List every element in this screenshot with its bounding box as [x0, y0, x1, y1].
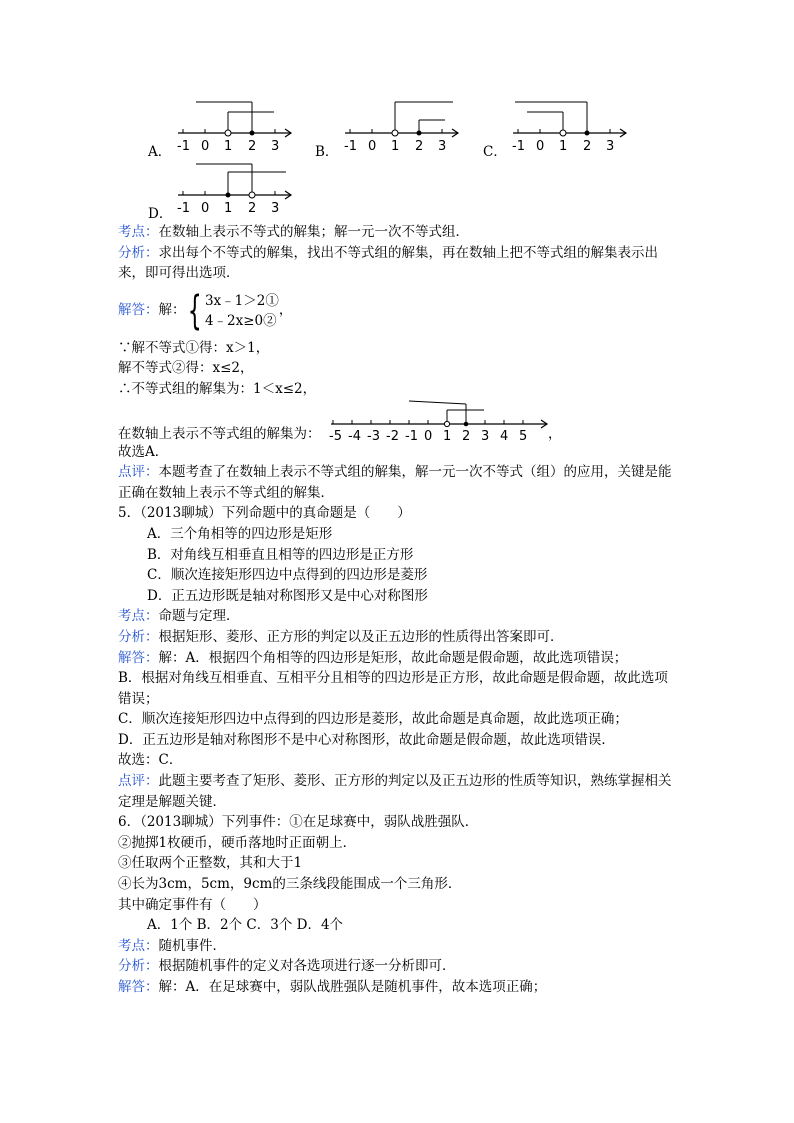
q5-option-d: D．正五边形既是轴对称图形又是中心对称图形 — [147, 587, 428, 604]
tick-label: 2 — [462, 428, 471, 442]
fenxi-tag: 分析： — [118, 958, 159, 975]
kaodian-text: 命题与定理． — [158, 608, 240, 625]
q6-event-4: ④长为3cm，5cm，9cm的三条线段能围成一个三角形． — [118, 876, 462, 893]
kaodian-tag: 考点： — [118, 224, 159, 240]
tick-label: 1 — [224, 201, 233, 216]
q4-kaodian — [118, 222, 678, 243]
q5-jieda-d: D．正五边形是轴对称图形不是中心对称图形，故此命题是假命题，故此选项错误． — [118, 731, 615, 748]
q5-option-a: A．三个角相等的四边形是矩形 — [147, 525, 333, 542]
fenxi-text: 求出每个不等式的解集，找出不等式组的解集，再在数轴上把不等式组的解集表示出来，即可得出选项． — [118, 244, 658, 282]
q4-step3: ∴不等式组的解集为：1＜x≤2， — [118, 380, 317, 397]
tick-label: 4 — [500, 428, 509, 442]
q4-answer: 故选A． — [118, 443, 169, 460]
q6-fenxi — [118, 956, 678, 977]
tick-label: -1 — [177, 201, 190, 216]
q5-option-b: B．对角线互相垂直且相等的四边形是正方形 — [147, 546, 414, 563]
q6-event-3: ③任取两个正整数，其和大于1 — [118, 855, 303, 872]
tick-label: 2 — [583, 139, 592, 154]
jieda-tag: 解答： — [118, 302, 159, 319]
tick-label: -1 — [344, 139, 357, 154]
tick-label: 1 — [391, 139, 400, 154]
options-row-abc — [148, 100, 648, 160]
option-c-letter: C． — [483, 144, 507, 160]
tick-label: 0 — [368, 139, 377, 154]
jieda-text: 解：A．在足球赛中，弱队战胜强队是随机事件，故本选项正确； — [158, 979, 547, 995]
dianping-text: 此题主要考查了矩形、菱形、正方形的判定以及正五边形的性质等知识，熟练掌握相关定理是解题关键． — [118, 773, 672, 810]
option-c-number-line — [509, 100, 659, 160]
tick-label: 3 — [438, 139, 447, 154]
option-a-number-line — [174, 100, 324, 160]
system-comma: ， — [278, 302, 293, 319]
q5-jieda-a — [118, 648, 678, 669]
option-b-letter: B． — [315, 144, 339, 160]
jie-text: 解： — [158, 302, 186, 319]
jieda-text: 解：A．根据四个角相等的四边形是矩形，故此命题是假命题，故此选项错误； — [158, 649, 628, 666]
q6-event-2: ②抛掷1枚硬币，硬币落地时正面朝上． — [118, 834, 357, 851]
kaodian-tag: 考点： — [118, 608, 159, 625]
tick-label: 1 — [224, 139, 233, 154]
option-d-row — [148, 168, 348, 224]
tick-label: -5 — [329, 428, 342, 442]
tick-label: 0 — [536, 139, 545, 154]
fenxi-tag: 分析： — [118, 244, 159, 261]
tick-label: 3 — [271, 139, 280, 154]
q4-final-number-line-row — [118, 400, 678, 442]
inequality-2: 4﹣2x≥0② — [204, 312, 277, 329]
q5-dianping — [118, 771, 678, 812]
dianping-text: 本题考查了在数轴上表示不等式组的解集，解一元一次不等式（组）的应用，关键是能正确在数轴上表示不等式组的解集． — [118, 464, 672, 501]
option-a-letter: A． — [148, 144, 172, 160]
tick-label: 2 — [248, 139, 257, 154]
q4-jieda — [118, 288, 678, 334]
final-label: 在数轴上表示不等式组的解集为： — [118, 425, 321, 442]
tick-label: -1 — [405, 428, 418, 442]
tick-label: 3 — [271, 201, 280, 216]
tick-label: -4 — [348, 428, 361, 442]
q6-question: 其中确定事件有（ ） — [118, 896, 267, 913]
q5-jieda-c: C．顺次连接矩形四边中点得到的四边形是菱形，故此命题是真命题，故此选项正确； — [118, 711, 628, 728]
q5-stem: 5．（2013聊城）下列命题中的真命题是（ ） — [118, 505, 411, 522]
q4-step1: ∵解不等式①得：x＞1， — [118, 339, 270, 356]
tick-label: -1 — [177, 139, 190, 154]
q4-dianping — [118, 462, 678, 503]
q5-answer: 故选：C． — [118, 752, 183, 769]
inequality-system — [186, 287, 279, 334]
tick-label: 3 — [606, 139, 615, 154]
q6-options: A．1个 B．2个 C．3个 D．4个 — [147, 917, 344, 934]
q6-jieda — [118, 977, 678, 998]
q6-kaodian — [118, 936, 678, 957]
tick-label: 3 — [481, 428, 490, 442]
tick-label: -3 — [367, 428, 380, 442]
q5-kaodian — [118, 606, 678, 627]
q6-stem: 6．（2013聊城）下列事件：①在足球赛中，弱队战胜强队． — [118, 814, 479, 831]
tick-label: 1 — [559, 139, 568, 154]
q5-jieda-b: B．根据对角线互相垂直、互相平分且相等的四边形是正方形，故此命题是假命题，故此选项错误； — [118, 670, 668, 707]
tick-label: 2 — [248, 201, 257, 216]
tick-label: -2 — [386, 428, 399, 442]
option-d-letter: D． — [148, 206, 173, 222]
dianping-tag: 点评： — [118, 464, 159, 481]
tick-label: 0 — [201, 201, 210, 216]
option-b-number-line — [341, 100, 491, 160]
brace-icon: { — [187, 287, 202, 334]
jieda-tag: 解答： — [118, 979, 159, 995]
final-comma: ， — [548, 425, 562, 442]
solution-content — [118, 222, 678, 998]
q5-option-c: C．顺次连接矩形四边中点得到的四边形是菱形 — [147, 567, 428, 584]
final-number-line — [329, 400, 553, 442]
tick-label: 2 — [415, 139, 424, 154]
kaodian-text: 在数轴上表示不等式的解集；解一元一次不等式组． — [158, 224, 469, 240]
kaodian-tag: 考点： — [118, 937, 159, 954]
fenxi-text: 根据随机事件的定义对各选项进行逐一分析即可． — [158, 958, 456, 975]
tick-label: 1 — [443, 428, 452, 442]
tick-label: 0 — [201, 139, 210, 154]
kaodian-text: 随机事件． — [158, 937, 226, 954]
tick-label: -1 — [512, 139, 525, 154]
fenxi-tag: 分析： — [118, 628, 159, 645]
tick-label: 0 — [424, 428, 433, 442]
inequality-1: 3x﹣1＞2① — [204, 292, 279, 309]
jieda-tag: 解答： — [118, 649, 159, 666]
q4-fenxi — [118, 243, 678, 284]
fenxi-text: 根据矩形、菱形、正方形的判定以及正五边形的性质得出答案即可． — [158, 628, 564, 645]
option-d-number-line — [174, 162, 324, 218]
dianping-tag: 点评： — [118, 773, 159, 790]
q4-step2: 解不等式②得：x≤2， — [118, 360, 254, 377]
q5-fenxi — [118, 627, 678, 648]
tick-label: 5 — [519, 428, 528, 442]
